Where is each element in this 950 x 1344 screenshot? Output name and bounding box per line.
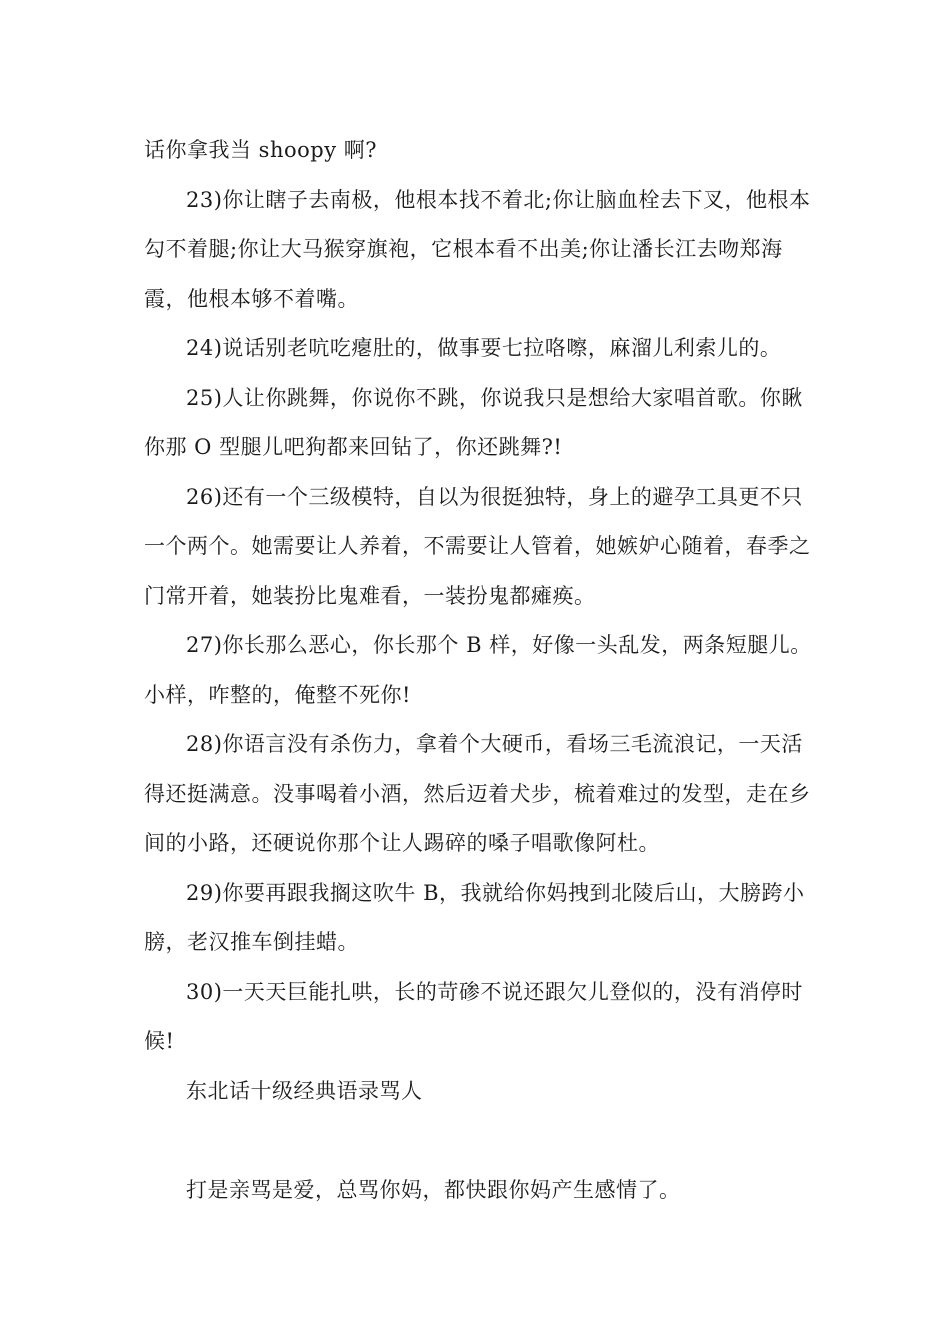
paragraph-27: 27)你长那么恶心，你长那个 B 样，好像一头乱发，两条短腿儿。小样，咋整的，俺整不死你! [144,633,812,707]
continued-paragraph: 话你拿我当 shoopy 啊? [144,138,378,162]
paragraph-29: 29)你要再跟我搁这吹牛 B，我就给你妈拽到北陵后山，大膀跨小膀，老汉推车倒挂蜡。 [144,880,805,954]
blank-line [144,1116,814,1166]
document-body [144,126,814,1215]
paragraph-25: 25)人让你跳舞，你说你不跳，你说我只是想给大家唱首歌。你瞅你那 O 型腿儿吧狗都来回钻了，你还跳舞?! [144,385,803,459]
paragraph-24: 24)说话别老吭吃瘪肚的，做事要七拉咯嚓，麻溜儿利索儿的。 [186,336,782,360]
paragraph-23: 23)你让瞎子去南极，他根本找不着北;你让脑血栓去下叉，他根本勾不着腿;你让大马猴穿旗袍，它根本看不出美;你让潘长江去吻郑海霞，他根本够不着嘴。 [144,187,811,311]
paragraph-26: 26)还有一个三级模特，自以为很挺独特，身上的避孕工具更不只一个两个。她需要让人养着，不需要让人管着，她嫉妒心随着，春季之门常开着，她装扮比鬼难看，一装扮鬼都瘫痪。 [144,484,811,608]
paragraph-28: 28)你语言没有杀伤力，拿着个大硬币，看场三毛流浪记，一天活得还挺满意。没事喝着小酒，然后迈着犬步，梳着难过的发型，走在乡间的小路，还硬说你那个让人踢碎的嗓子唱歌像阿杜。 [144,732,811,855]
paragraph-30: 30)一天天巨能扎哄，长的苛碜不说还跟欠儿登似的，没有消停时候! [144,979,803,1053]
section-heading: 东北话十级经典语录骂人 [186,1078,423,1103]
paragraph-last: 打是亲骂是爱，总骂你妈，都快跟你妈产生感情了。 [186,1177,681,1202]
